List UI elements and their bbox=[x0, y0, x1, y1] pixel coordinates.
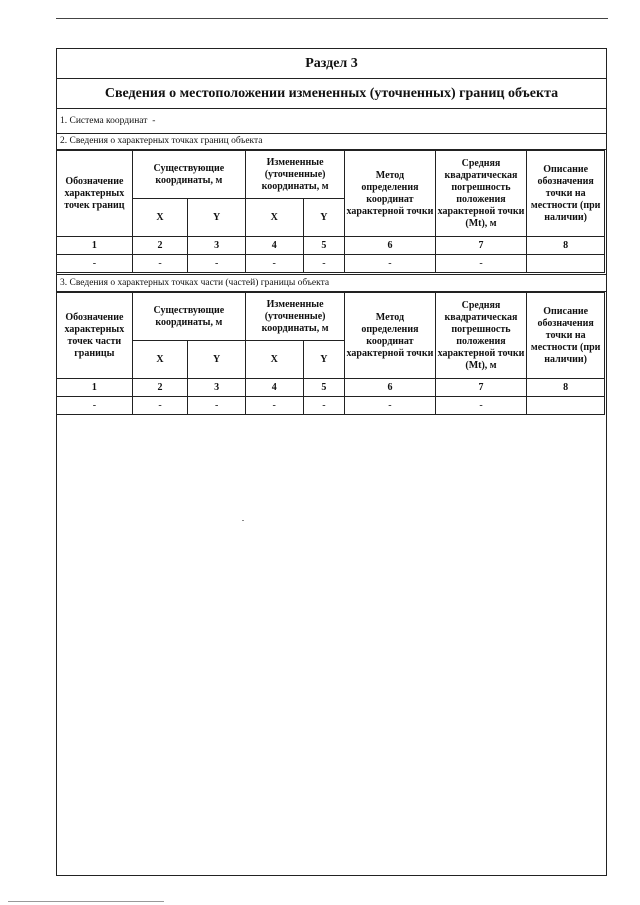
coord-system-row bbox=[57, 109, 606, 134]
col-number: 3 bbox=[188, 379, 246, 397]
cell-designation: - bbox=[57, 397, 133, 415]
cell-existing-y: - bbox=[188, 255, 246, 273]
header-changed-x: X bbox=[245, 341, 303, 379]
cell-changed-y: - bbox=[303, 397, 345, 415]
cell-existing-x: - bbox=[132, 255, 188, 273]
col-number: 3 bbox=[188, 237, 246, 255]
section-form bbox=[56, 48, 607, 876]
col-number: 5 bbox=[303, 237, 345, 255]
header-existing-coords: Существующие координаты, м bbox=[132, 293, 245, 341]
col-number: 8 bbox=[527, 379, 605, 397]
cell-changed-y: - bbox=[303, 255, 345, 273]
boundary-points-table bbox=[56, 150, 605, 273]
coord-system-label: 1. Система координат bbox=[60, 116, 148, 126]
section-title: Сведения о местоположении измененных (уточненных) границ объекта bbox=[57, 79, 606, 109]
header-mean-error: Средняя квадратическая погрешность положения характерной точки (Mt), м bbox=[435, 293, 527, 379]
table-row bbox=[57, 397, 605, 415]
col-number: 8 bbox=[527, 237, 605, 255]
col-number: 1 bbox=[57, 379, 133, 397]
boundary-points-label: 2. Сведения о характерных точках границ объекта bbox=[57, 134, 606, 150]
cell-mean-error: - bbox=[435, 255, 527, 273]
header-changed-coords: Измененные (уточненные) координаты, м bbox=[245, 151, 344, 199]
header-description: Описание обозначения точки на местности (при наличии) bbox=[527, 151, 605, 237]
header-designation: Обозначение характерных точек части границы bbox=[57, 293, 133, 379]
column-number-row bbox=[57, 379, 605, 397]
cell-method: - bbox=[345, 397, 435, 415]
top-rule bbox=[56, 18, 608, 19]
col-number: 6 bbox=[345, 379, 435, 397]
header-changed-y: Y bbox=[303, 341, 345, 379]
col-number: 5 bbox=[303, 379, 345, 397]
header-method: Метод определения координат характерной точки bbox=[345, 293, 435, 379]
col-number: 7 bbox=[435, 237, 527, 255]
col-number: 2 bbox=[132, 237, 188, 255]
header-existing-coords: Существующие координаты, м bbox=[132, 151, 245, 199]
header-changed-x: X bbox=[245, 199, 303, 237]
header-existing-x: X bbox=[132, 341, 188, 379]
blank-area bbox=[57, 417, 606, 876]
cell-description bbox=[527, 397, 605, 415]
coord-system-value: - bbox=[152, 116, 156, 126]
cell-existing-x: - bbox=[132, 397, 188, 415]
table-row bbox=[57, 255, 605, 273]
header-description: Описание обозначения точки на местности (при наличии) bbox=[527, 293, 605, 379]
cell-description bbox=[527, 255, 605, 273]
col-number: 4 bbox=[245, 237, 303, 255]
part-points-label: 3. Сведения о характерных точках части (частей) границы объекта bbox=[57, 274, 606, 292]
header-existing-x: X bbox=[132, 199, 188, 237]
section-number: Раздел 3 bbox=[57, 49, 606, 79]
header-existing-y: Y bbox=[188, 199, 246, 237]
col-number: 6 bbox=[345, 237, 435, 255]
part-points-table bbox=[56, 292, 605, 415]
cell-mean-error: - bbox=[435, 397, 527, 415]
cell-method: - bbox=[345, 255, 435, 273]
cell-changed-x: - bbox=[245, 397, 303, 415]
header-changed-coords: Измененные (уточненные) координаты, м bbox=[245, 293, 344, 341]
col-number: 2 bbox=[132, 379, 188, 397]
header-mean-error: Средняя квадратическая погрешность положения характерной точки (Mt), м bbox=[435, 151, 527, 237]
cell-changed-x: - bbox=[245, 255, 303, 273]
col-number: 4 bbox=[245, 379, 303, 397]
header-changed-y: Y bbox=[303, 199, 345, 237]
col-number: 1 bbox=[57, 237, 133, 255]
cell-designation: - bbox=[57, 255, 133, 273]
col-number: 7 bbox=[435, 379, 527, 397]
header-method: Метод определения координат характерной точки bbox=[345, 151, 435, 237]
header-designation: Обозначение характерных точек границ bbox=[57, 151, 133, 237]
scan-speck bbox=[242, 520, 244, 521]
header-existing-y: Y bbox=[188, 341, 246, 379]
column-number-row bbox=[57, 237, 605, 255]
footnote-rule bbox=[8, 901, 164, 902]
cell-existing-y: - bbox=[188, 397, 246, 415]
